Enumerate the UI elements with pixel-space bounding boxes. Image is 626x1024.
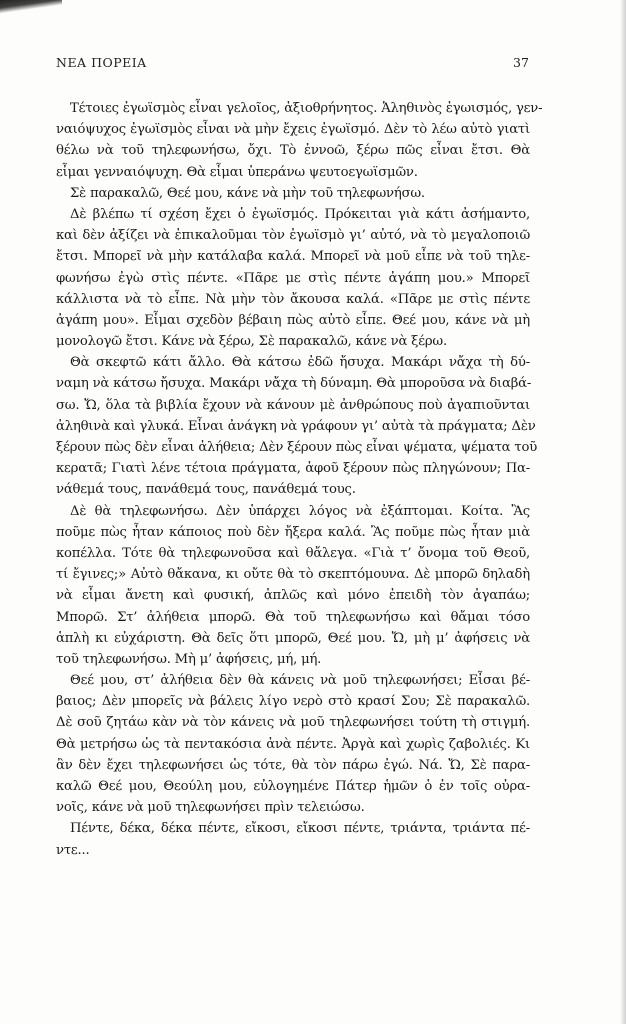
text-line: βαιος; Δὲν μπορεῖς νὰ βάλεις λίγο νερὸ στὸ κρασί Σου; Σὲ παρακαλῶ. (56, 694, 530, 710)
text-line: τί ἔγινες;» Αὐτὸ θἄκανα, κι οὔτε θὰ τὸ σκεπτόμουνα. Δὲ μπορῶ δηλαδὴ (56, 567, 530, 583)
text-line: νὰ εἶμαι ἄνετη καὶ φυσική, ἁπλῶς καὶ μόνο ἐπειδὴ τὸν ἀγαπάω; (56, 588, 530, 604)
text-line: κάλλιστα νὰ τὸ εἶπε. Νὰ μὴν τὸν ἄκουσα καλά. «Πᾶρε με στὶς πέντε (56, 291, 530, 307)
text-line: ξέρουν πὼς δὲν εἶναι ἀλήθεια; Δὲν ξέρουν πὼς εἶναι ψέματα, ψέματα τοῦ (56, 440, 538, 455)
text-line: Δὲ θὰ τηλεφωνήσω. Δὲν ὑπάρχει λόγος νὰ ἐξάπτομαι. Κοίτα. Ἂς (70, 503, 530, 519)
text-line: μονολογῶ ἔτσι. Κάνε νὰ ξέρω, Σὲ παρακαλῶ, κάνε νὰ ξέρω. (56, 334, 447, 350)
text-line: καλῶ Θεέ μου, Θεούλη μου, εὐλογημένε Πάτερ ἡμῶν ὁ ἐν τοῖς οὐρα- (56, 779, 530, 794)
text-line: εἶμαι γενναιόψυχη. Θὰ εἶμαι ὑπεράνω ψευτοεγωϊσμῶν. (56, 164, 418, 180)
text-line: ἂν δὲν ἔχει τηλεφωνήσει ὡς τότε, θὰ τὸν πάρω ἐγώ. Νά. Ὤ, Σὲ παρα- (56, 757, 530, 773)
text-line: Τέτοιες ἐγωϊσμὸς εἶναι γελοῖος, ἀξιοθρήνητος. Ἀληθινὸς ἐγωισμός, γεν- (70, 101, 543, 116)
text-line: Δὲ βλέπω τί σχέση ἔχει ὁ ἐγωϊσμός. Πρόκειται γιὰ κάτι ἀσήμαντο, (70, 206, 530, 222)
text-line: σω. Ὤ, ὅλα τὰ βιβλία ἔχουν νὰ κάνουν μὲ ἀνθρώπους ποὺ ἀγαπιοῦνται (56, 397, 530, 413)
text-line: ἀγάπη μου». Εἶμαι σχεδὸν βέβαιη πὼς αὐτὸ εἶπε. Θεέ μου, κάνε νὰ μὴ (56, 312, 530, 328)
text-line: Θεέ μου, στ’ ἀλήθεια δὲν θὰ κάνεις νὰ μοῦ τηλεφωνήσει; Εἶσαι βέ- (70, 673, 530, 689)
text-line: Πέντε, δέκα, δέκα πέντε, εἴκοσι, εἴκοσι πέντε, τριάντα, τριάντα πέ- (70, 821, 530, 837)
running-title: ΝΕΑ ΠΟΡΕΙΑ (56, 55, 147, 70)
text-line: ποῦμε πὼς ἦταν κάποιος ποὺ δὲν ἤξερα καλά. Ἂς ποῦμε πὼς ἦταν μιὰ (56, 524, 530, 540)
scan-corner-shadow (0, 0, 62, 14)
text-line: ἁπλὴ κι εὐχάριστη. Θὰ δεῖς ὅτι μπορῶ, Θεέ μου. Ὤ, μὴ μ’ ἀφήσεις νὰ (56, 630, 530, 646)
text-line: θέλω νὰ τοῦ τηλεφωνήσω, ὄχι. Τὸ ἐννοῶ, ξέρω πῶς εἶναι ἔτσι. Θὰ (56, 143, 530, 159)
text-line: νοῖς, κάνε νὰ μοῦ τηλεφωνήσει πρὶν τελειώσω. (56, 800, 365, 816)
text-line: ἀληθινὰ καὶ γλυκά. Εἶναι ἀνάγκη νὰ γράφουν γι’ αὐτὰ τὰ πράγματα; Δὲν (56, 418, 536, 434)
body-text (56, 98, 543, 861)
text-line: Σὲ παρακαλῶ, Θεέ μου, κάνε νὰ μὴν τοῦ τηλεφωνήσω. (70, 185, 425, 201)
text-line: Μπορῶ. Στ’ ἀλήθεια μπορῶ. Θὰ τοῦ τηλεφωνήσω καὶ θἄμαι τόσο (56, 609, 530, 625)
text-line: νάθεμά τους, πανάθεμά τους, πανάθεμά τους. (56, 482, 356, 498)
text-line: τοῦ τηλεφωνήσω. Μὴ μ’ ἀφήσεις, μή, μή. (56, 651, 322, 667)
text-line: καὶ δὲν ἀξίζει νὰ ἐπικαλοῦμαι τὸν ἐγωϊσμὸ γι’ αὐτό, νὰ τὸ μεγαλοποιῶ (56, 228, 530, 244)
text-line: κοπέλλα. Τότε θὰ τηλεφωνοῦσα καὶ θἄλεγα. «Γιὰ τ’ ὄνομα τοῦ Θεοῦ, (56, 545, 530, 561)
scan-edge-shadow (620, 0, 626, 1024)
page-number: 37 (513, 55, 529, 70)
text-line: Θὰ μετρήσω ὡς τὰ πεντακόσια ἀνὰ πέντε. Ἀργὰ καὶ χωρὶς ζαβολιές. Κι (56, 736, 530, 752)
text-line: ναμη νὰ κάτσω ἤσυχα. Μακάρι νἄχα τὴ δύναμη. Θὰ μποροῦσα νὰ διαβά- (56, 376, 532, 392)
text-line: ναιόψυχος ἐγωϊσμὸς εἶναι νὰ μὴν ἔχεις ἐγωϊσμό. Δὲν τὸ λέω αὐτὸ γιατὶ (56, 122, 530, 138)
text-line: Θὰ σκεφτῶ κάτι ἄλλο. Θὰ κάτσω ἐδῶ ἤσυχα. Μακάρι νἄχα τὴ δύ- (70, 355, 530, 371)
text-line: ντε... (56, 842, 90, 858)
text-line: Δὲ σοῦ ζητάω κὰν νὰ τὸν κάνεις νὰ μοῦ τηλεφωνήσει τούτη τὴ στιγμή. (56, 715, 530, 731)
text-line: ἔτσι. Μπορεῖ νὰ μὴν κατάλαβα καλά. Μπορεῖ νὰ μοῦ εἶπε νὰ τοῦ τηλε- (56, 249, 530, 265)
text-line: κερατᾶ; Γιατὶ λένε τέτοια πράγματα, ἀφοῦ ξέρουν πὼς πληγώνουν; Πα- (56, 461, 530, 477)
text-line: φωνήσω ἐγὼ στὶς πέντε. «Πᾶρε με στὶς πέντε ἀγάπη μου.» Μπορεῖ (56, 270, 530, 286)
